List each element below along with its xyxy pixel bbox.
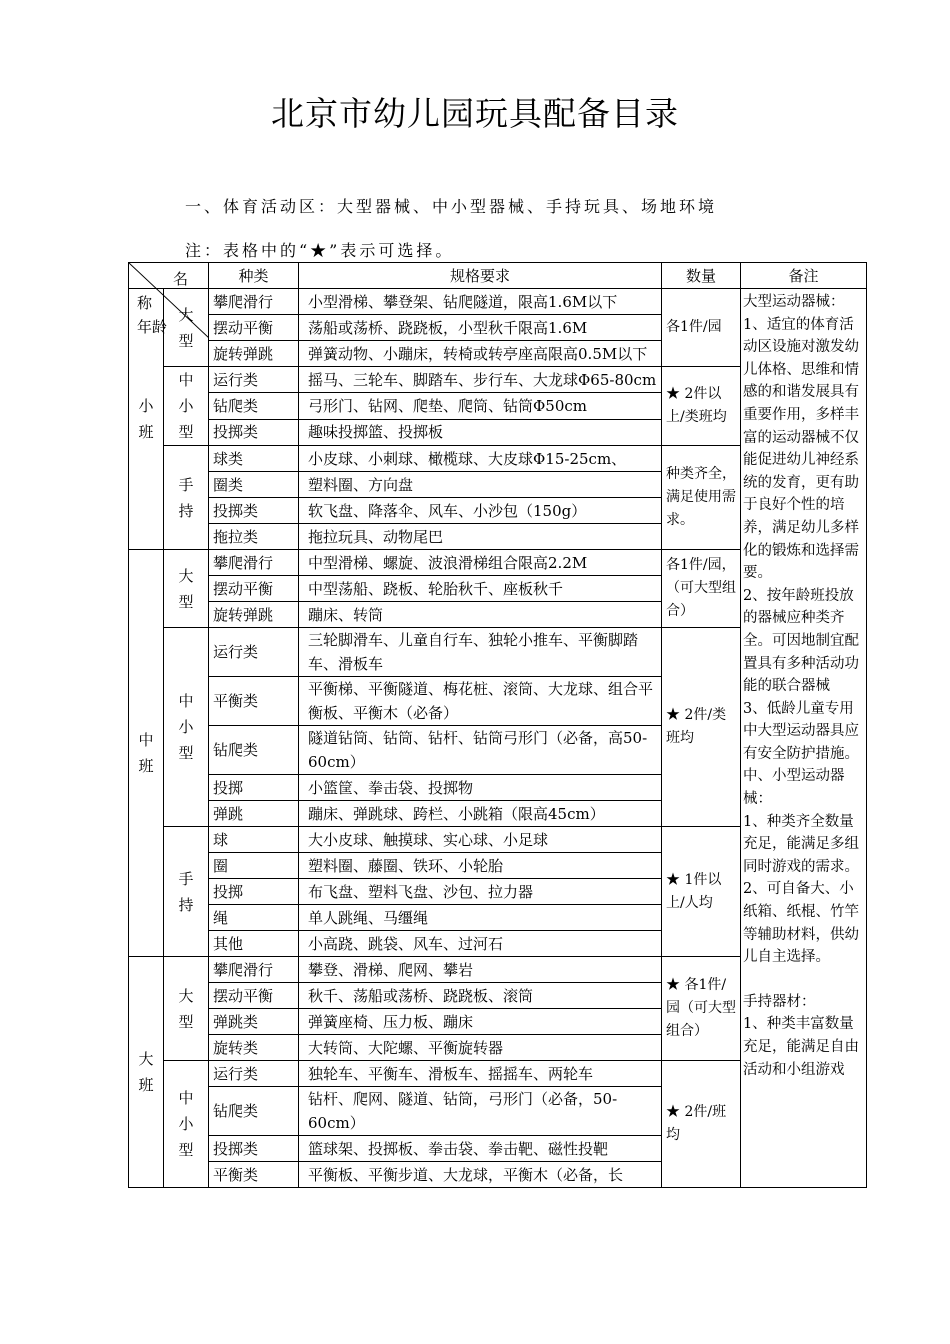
kind-cell: 弹跳	[209, 801, 299, 827]
equipment-type-cell	[164, 550, 209, 628]
equipment-type-label: 中小型	[178, 692, 194, 762]
spec-cell: 趣味投掷篮、投掷板	[299, 419, 662, 445]
quantity-cell: ★ 2件以上/类班均	[662, 367, 741, 446]
page-title: 北京市幼儿园玩具配备目录	[271, 94, 679, 133]
spec-cell: 塑料圈、藤圈、铁环、小轮胎	[299, 853, 662, 879]
kind-cell: 摆动平衡	[209, 983, 299, 1009]
kind-cell: 旋转类	[209, 1035, 299, 1061]
table-note: 注：表格中的“★”表示可选择。	[185, 241, 455, 260]
equipment-type-cell	[164, 957, 209, 1061]
spec-cell: 大小皮球、触摸球、实心球、小足球	[299, 827, 662, 853]
spec-cell: 布飞盘、塑料飞盘、沙包、拉力器	[299, 879, 662, 905]
equipment-type-cell	[164, 446, 209, 550]
equipment-type-label: 大型	[178, 566, 194, 611]
spec-cell: 钻杆、爬网、隧道、钻筒，弓形门（必备，50-60cm）	[299, 1087, 662, 1136]
kind-cell: 摆动平衡	[209, 576, 299, 602]
age-group-cell	[129, 957, 164, 1188]
spec-cell: 弹簧座椅、压力板、蹦床	[299, 1009, 662, 1035]
spec-cell: 三轮脚滑车、儿童自行车、独轮小推车、平衡脚踏车、滑板车	[299, 628, 662, 677]
spec-cell: 拖拉玩具、动物尾巴	[299, 524, 662, 550]
kind-cell: 攀爬滑行	[209, 289, 299, 315]
kind-cell: 其他	[209, 931, 299, 957]
header-kind: 种类	[209, 263, 299, 289]
age-group-cell	[129, 550, 164, 957]
kind-cell: 平衡类	[209, 1162, 299, 1188]
kind-cell: 运行类	[209, 367, 299, 393]
kind-cell: 绳	[209, 905, 299, 931]
spec-cell: 荡船或荡桥、跷跷板，小型秋千限高1.6M	[299, 315, 662, 341]
kind-cell: 拖拉类	[209, 524, 299, 550]
kind-cell: 圈	[209, 853, 299, 879]
equipment-type-label: 中小型	[178, 1089, 194, 1159]
quantity-cell: ★ 1件以上/人均	[662, 827, 741, 957]
equipment-type-cell	[164, 628, 209, 827]
equipment-type-label: 中小型	[178, 371, 194, 441]
spec-cell: 秋千、荡船或荡桥、跷跷板、滚筒	[299, 983, 662, 1009]
table-row	[129, 289, 867, 315]
kind-cell: 投掷类	[209, 419, 299, 445]
remark-paragraph	[743, 969, 864, 991]
quantity-cell: 各1件/园，（可大型组合）	[662, 550, 741, 628]
toy-catalog-table	[128, 262, 867, 1188]
spec-cell: 小篮筐、拳击袋、投掷物	[299, 775, 662, 801]
table-header-row	[129, 263, 867, 289]
spec-cell: 弓形门、钻网、爬垫、爬筒、钻筒Φ50cm	[299, 393, 662, 419]
spec-cell: 软飞盘、降落伞、风车、小沙包（150g）	[299, 498, 662, 524]
kind-cell: 投掷	[209, 775, 299, 801]
section-heading: 一、体育活动区：大型器械、中小型器械、手持玩具、场地环境	[185, 197, 718, 216]
spec-cell: 隧道钻筒、钻筒、钻杆、钻筒弓形门（必备，高50-60cm）	[299, 726, 662, 775]
remark-paragraph: 中、小型运动器械：	[743, 768, 845, 808]
equipment-type-label: 大型	[178, 986, 194, 1031]
kind-cell: 攀爬滑行	[209, 957, 299, 983]
spec-cell: 独轮车、平衡车、滑板车、摇摇车、两轮车	[299, 1061, 662, 1087]
remark-paragraph: 1、种类丰富数量充足，能满足自由活动和小组游戏	[743, 1016, 859, 1078]
remark-paragraph: 1、种类齐全数量充足，能满足多组同时游戏的需求。	[743, 813, 859, 875]
kind-cell: 球类	[209, 446, 299, 472]
quantity-cell: 各1件/园	[662, 289, 741, 367]
kind-cell: 球	[209, 827, 299, 853]
equipment-type-label: 大型	[178, 305, 194, 350]
spec-cell: 单人跳绳、马缰绳	[299, 905, 662, 931]
kind-cell: 弹跳类	[209, 1009, 299, 1035]
kind-cell: 摆动平衡	[209, 315, 299, 341]
spec-cell: 蹦床、转筒	[299, 602, 662, 628]
header-age: 年龄	[137, 318, 168, 336]
remark-paragraph: 2、可自备大、小纸箱、纸棍、竹竿等辅助材料，供幼儿自主选择。	[743, 881, 859, 966]
remarks-text	[743, 291, 864, 1187]
spec-cell: 大转筒、大陀螺、平衡旋转器	[299, 1035, 662, 1061]
quantity-cell: ★ 2件/类班均	[662, 628, 741, 827]
spec-cell: 塑料圈、方向盘	[299, 472, 662, 498]
quantity-cell: ★ 2件/班均	[662, 1061, 741, 1188]
header-spec: 规格要求	[299, 263, 662, 289]
header-remark: 备注	[741, 263, 867, 289]
spec-cell: 蹦床、弹跳球、跨栏、小跳箱（限高45cm）	[299, 801, 662, 827]
header-name: 名	[173, 270, 189, 288]
quantity-cell: ★ 各1件/园（可大型组合）	[662, 957, 741, 1061]
spec-cell: 平衡板、平衡步道、大龙球，平衡木（必备，长	[299, 1162, 662, 1188]
kind-cell: 钻爬类	[209, 726, 299, 775]
kind-cell: 攀爬滑行	[209, 550, 299, 576]
age-group-label: 中班	[138, 731, 154, 775]
remark-paragraph: 3、低龄儿童专用中大型运动器具应有安全防护措施。	[743, 700, 859, 762]
kind-cell: 投掷类	[209, 498, 299, 524]
spec-cell: 攀登、滑梯、爬网、攀岩	[299, 957, 662, 983]
quantity-cell: 种类齐全，满足使用需求。	[662, 446, 741, 550]
spec-cell: 小皮球、小刺球、橄榄球、大皮球Φ15-25cm、	[299, 446, 662, 472]
equipment-type-cell	[164, 367, 209, 446]
spec-cell: 小型滑梯、攀登架、钻爬隧道，限高1.6M以下	[299, 289, 662, 315]
kind-cell: 平衡类	[209, 677, 299, 726]
kind-cell: 钻爬类	[209, 393, 299, 419]
equipment-type-label: 手持	[178, 869, 194, 914]
age-group-label: 大班	[138, 1050, 154, 1094]
remarks-cell	[741, 289, 867, 1188]
spec-cell: 篮球架、投掷板、拳击袋、拳击靶、磁性投靶	[299, 1136, 662, 1162]
kind-cell: 圈类	[209, 472, 299, 498]
kind-cell: 投掷类	[209, 1136, 299, 1162]
remark-paragraph: 1、适宜的体育活动区设施对激发幼儿体格、思维和情感的和谐发展具有重要作用，多样丰富的运动器械不仅能促进幼儿神经系统的发育，更有助于良好个性的培养，满足幼儿多样化的锻炼和选择需要。	[743, 316, 859, 582]
kind-cell: 钻爬类	[209, 1087, 299, 1136]
header-qty: 数量	[662, 263, 741, 289]
remark-paragraph: 手持器材：	[743, 993, 816, 1010]
equipment-type-cell	[164, 1061, 209, 1188]
header-title-word: 称	[137, 294, 153, 312]
kind-cell: 旋转弹跳	[209, 341, 299, 367]
spec-cell: 中型滑梯、螺旋、波浪滑梯组合限高2.2M	[299, 550, 662, 576]
kind-cell: 运行类	[209, 628, 299, 677]
remark-paragraph: 2、按年龄班投放的器械应种类齐全。可因地制宜配置具有多种活动功能的联合器械	[743, 587, 859, 695]
equipment-type-cell	[164, 827, 209, 957]
kind-cell: 旋转弹跳	[209, 602, 299, 628]
spec-cell: 摇马、三轮车、脚踏车、步行车、大龙球Φ65-80cm	[299, 367, 662, 393]
spec-cell: 小高跷、跳袋、风车、过河石	[299, 931, 662, 957]
spec-cell: 中型荡船、跷板、轮胎秋千、座板秋千	[299, 576, 662, 602]
kind-cell: 投掷	[209, 879, 299, 905]
kind-cell: 运行类	[209, 1061, 299, 1087]
equipment-type-label: 手持	[178, 475, 194, 520]
spec-cell: 弹簧动物、小蹦床，转椅或转亭座高限高0.5M以下	[299, 341, 662, 367]
age-group-label: 小班	[138, 397, 154, 441]
spec-cell: 平衡梯、平衡隧道、梅花桩、滚筒、大龙球、组合平衡板、平衡木（必备）	[299, 677, 662, 726]
remark-paragraph: 大型运动器械：	[743, 294, 845, 310]
